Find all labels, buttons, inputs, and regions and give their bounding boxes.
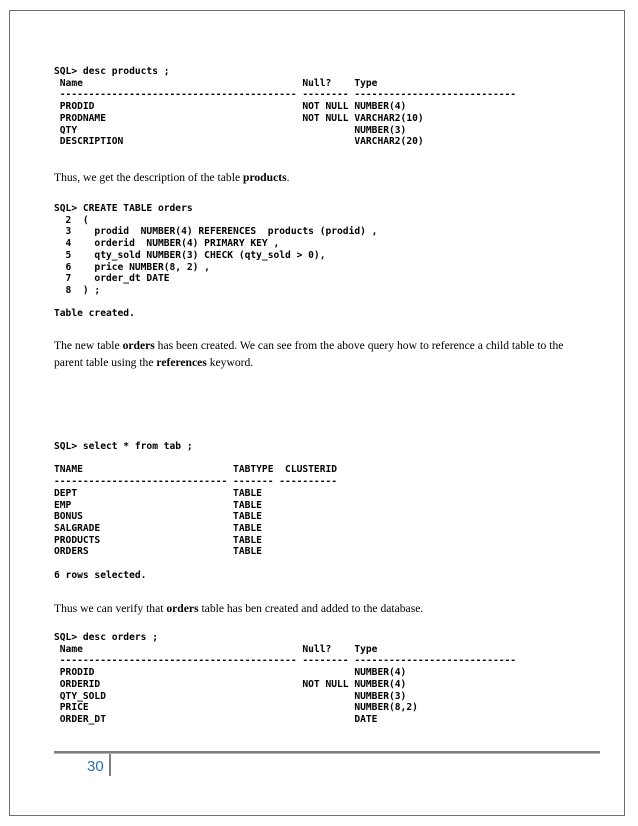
p3-keyword-orders: orders	[166, 602, 199, 615]
p1-text-start: Thus, we get the description of the table	[54, 171, 243, 184]
desc-orders-output: SQL> desc orders ; Name Null? Type ----------------------------------------- -------- ---------------------------- PRODID NUMBER(4) ORDERID NOT NULL NUMBER(4) QTY_SOLD NUMBER(3) PRICE NUMBER(8,2) ORDER_DT DATE	[54, 632, 517, 725]
p3-text-start: Thus we can verify that	[54, 602, 167, 615]
page-number-divider	[109, 754, 111, 776]
p2-text-start: The new table	[54, 339, 123, 352]
p3-text-end: table has ben created and added to the database.	[198, 602, 424, 615]
p1-keyword-products: products	[243, 171, 287, 184]
p2-text-end: keyword.	[206, 356, 254, 369]
page-number: 30	[87, 758, 104, 775]
footer-rule	[54, 751, 600, 754]
p2-text-middle: has been created. We can see from the above query how to reference a child table to the parent table using the	[54, 339, 564, 369]
p1-text-end: .	[286, 171, 290, 184]
select-tab-output: SQL> select * from tab ; TNAME TABTYPE CLUSTERID ------------------------------ ------- ---------- DEPT TABLE EMP TABLE BONUS TABLE SALGRADE TABLE PRODUCTS TABLE ORDERS TABLE 6 rows selected.	[54, 441, 338, 581]
p2-keyword-orders: orders	[122, 339, 155, 352]
paragraph-orders-created	[54, 337, 586, 371]
paragraph-products-description	[54, 169, 586, 186]
create-orders-output: SQL> CREATE TABLE orders 2 ( 3 prodid NUMBER(4) REFERENCES products (prodid) , 4 orderid NUMBER(4) PRIMARY KEY , 5 qty_sold NUMBER(3) CHECK (qty_sold > 0), 6 price NUMBER(8, 2) , 7 order_dt DATE 8 ) ; Table created.	[54, 203, 378, 320]
desc-products-output: SQL> desc products ; Name Null? Type ----------------------------------------- -------- ---------------------------- PRODID NOT NULL NUMBER(4) PRODNAME NOT NULL VARCHAR2(10) QTY NUMBER(3) DESCRIPTION VARCHAR2(20)	[54, 66, 517, 148]
p2-keyword-references: references	[156, 356, 207, 369]
paragraph-verify-orders	[54, 600, 586, 617]
